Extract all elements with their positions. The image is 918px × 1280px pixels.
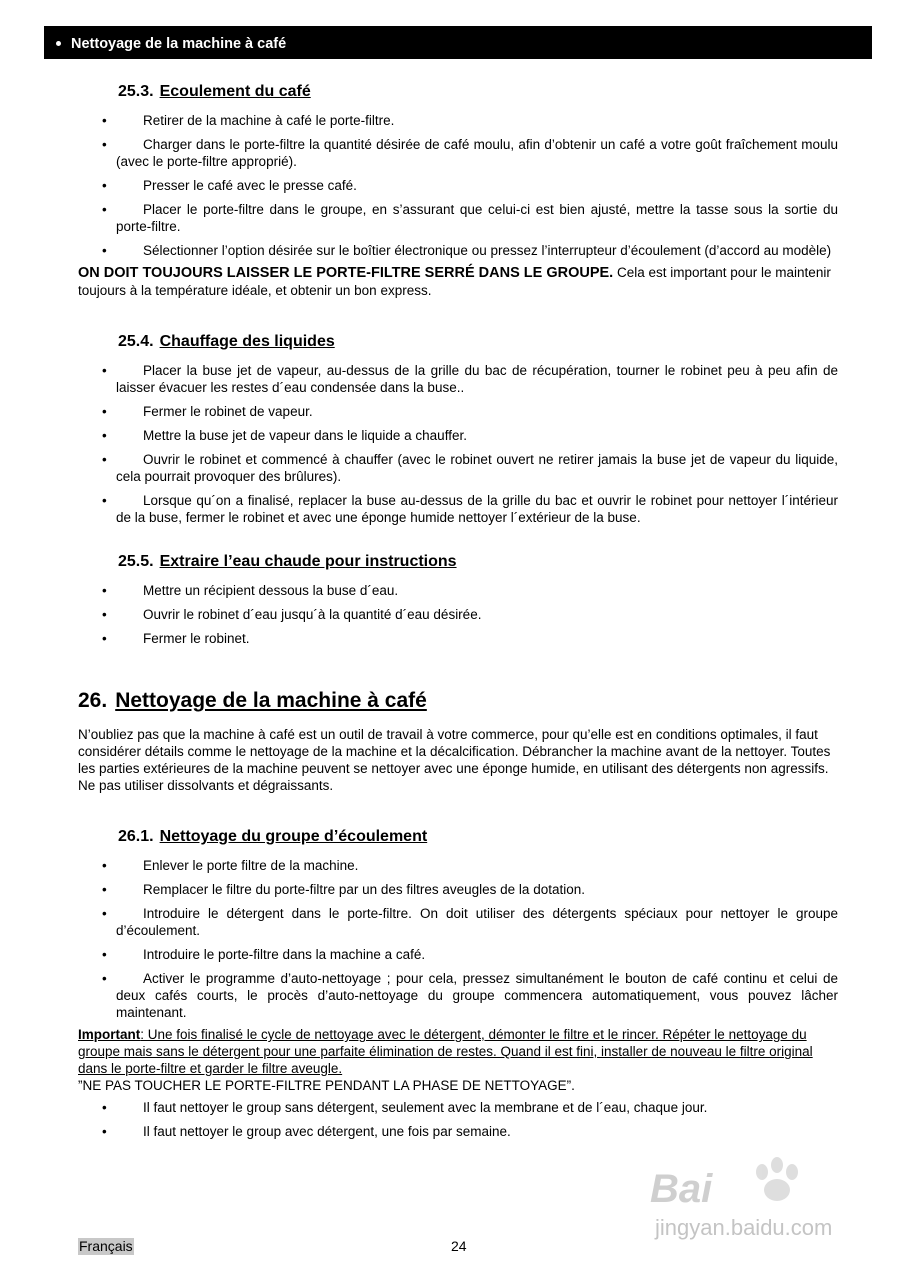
important-note: Important: Une fois finalisé le cycle de nettoyage avec le détergent, démonter le filtre et le rincer. Répéter le nettoyage du groupe mais sans le détergent pour une parfaite élimination de restes. Quand il est fini, installer de nouveau le filtre original dans le porte-filtre et garder le filtre aveugle. [78, 1027, 813, 1076]
list-item: • Sélectionner l’option désirée sur le boîtier électronique ou pressez l’interrupteur d’écoulement (d’accord au modèle) [78, 242, 838, 259]
section-25-5-heading: 25.5. Extraire l’eau chaude pour instructions [118, 553, 457, 570]
caution-note: ”NE PAS TOUCHER LE PORTE-FILTRE PENDANT LA PHASE DE NETTOYAGE”. [78, 1078, 575, 1093]
section-25-3-heading: 25.3. Ecoulement du café [118, 83, 311, 100]
list-item: • Ouvrir le robinet d´eau jusqu´à la quantité d´eau désirée. [78, 606, 838, 623]
header-bar [44, 26, 872, 59]
section-25-4-list [78, 362, 838, 526]
list-item: • Presser le café avec le presse café. [78, 177, 838, 194]
page-content [78, 83, 838, 1147]
section-26-intro: N’oubliez pas que la machine à café est un outil de travail à votre commerce, pour qu’elle est en conditions optimales, il faut considérer détails comme le nettoyage de la machine et la décalcification. Débrancher la machine avant de la nettoyer. Toutes les parties extérieures de la machine peuvent se nettoyer avec une éponge humide, en utilisant des détergents non agressifs. [78, 727, 831, 776]
list-item: • Introduire le détergent dans le porte-filtre. On doit utiliser des détergents spéciaux pour nettoyer le groupe d’écoulement. [78, 905, 838, 939]
section-26-1-list-2 [78, 1099, 838, 1140]
watermark-brand: Bai [650, 1167, 713, 1211]
footer-page-number: 24 [451, 1238, 467, 1254]
list-item: • Lorsque qu´on a finalisé, replacer la buse au-dessus de la grille du bac et ouvrir le robinet pour nettoyer l´intérieur de la buse, fermer le robinet et avec une éponge humide nettoyer l´extérieur de la buse. [78, 492, 838, 526]
list-item: • Charger dans le porte-filtre la quantité désirée de café moulu, afin d’obtenir un café a votre goût fraîchement moulu (avec le porte-filtre approprié). [78, 136, 838, 170]
list-item: • Il faut nettoyer le group sans détergent, seulement avec la membrane et de l´eau, chaque jour. [78, 1099, 838, 1116]
list-item: • Mettre un récipient dessous la buse d´eau. [78, 582, 838, 599]
warning-paragraph: ON DOIT TOUJOURS LAISSER LE PORTE-FILTRE SERRÉ DANS LE GROUPE. Cela est important pour le maintenir toujours à la température idéale, et obtenir un bon express. [78, 265, 831, 298]
list-item: • Il faut nettoyer le group avec détergent, une fois par semaine. [78, 1123, 838, 1140]
footer-language: Français [79, 1238, 133, 1254]
section-25-3-list [78, 112, 838, 259]
section-26-1-list [78, 857, 838, 1021]
list-item: • Fermer le robinet. [78, 630, 838, 647]
section-26-heading: 26. Nettoyage de la machine à café [78, 689, 427, 712]
list-item: • Mettre la buse jet de vapeur dans le liquide a chauffer. [78, 427, 838, 444]
list-item: • Activer le programme d’auto-nettoyage ; pour cela, pressez simultanément le bouton de café continu et celui de deux cafés courts, le procès d’auto-nettoyage du groupe commencera automatiquement, vous pouvez lâcher maintenant. [78, 970, 838, 1021]
watermark-url: jingyan.baidu.com [655, 1215, 833, 1240]
bullet-icon [56, 41, 61, 46]
list-item: • Introduire le porte-filtre dans la machine a café. [78, 946, 838, 963]
list-item: • Placer la buse jet de vapeur, au-dessus de la grille du bac de récupération, tourner le robinet peu à peu afin de laisser évacuer les restes d´eau condensée dans la buse.. [78, 362, 838, 396]
header-title: Nettoyage de la machine à café [71, 36, 287, 52]
watermark-logo [640, 1150, 890, 1245]
list-item: • Fermer le robinet de vapeur. [78, 403, 838, 420]
section-25-5-list [78, 582, 838, 647]
section-26-intro2: Ne pas utiliser dissolvants et dégraissants. [78, 778, 334, 793]
list-item: • Retirer de la machine à café le porte-filtre. [78, 112, 838, 129]
section-26-1-heading: 26.1. Nettoyage du groupe d’écoulement [118, 828, 428, 845]
list-item: • Ouvrir le robinet et commencé à chauffer (avec le robinet ouvert ne retirer jamais la buse jet de vapeur du liquide, cela pourrait provoquer des brûlures). [78, 451, 838, 485]
section-25-4-heading: 25.4. Chauffage des liquides [118, 333, 335, 350]
list-item: • Remplacer le filtre du porte-filtre par un des filtres aveugles de la dotation. [78, 881, 838, 898]
list-item: • Enlever le porte filtre de la machine. [78, 857, 838, 874]
list-item: • Placer le porte-filtre dans le groupe, en s’assurant que celui-ci est bien ajusté, mettre la tasse sous la sortie du porte-filtre. [78, 201, 838, 235]
